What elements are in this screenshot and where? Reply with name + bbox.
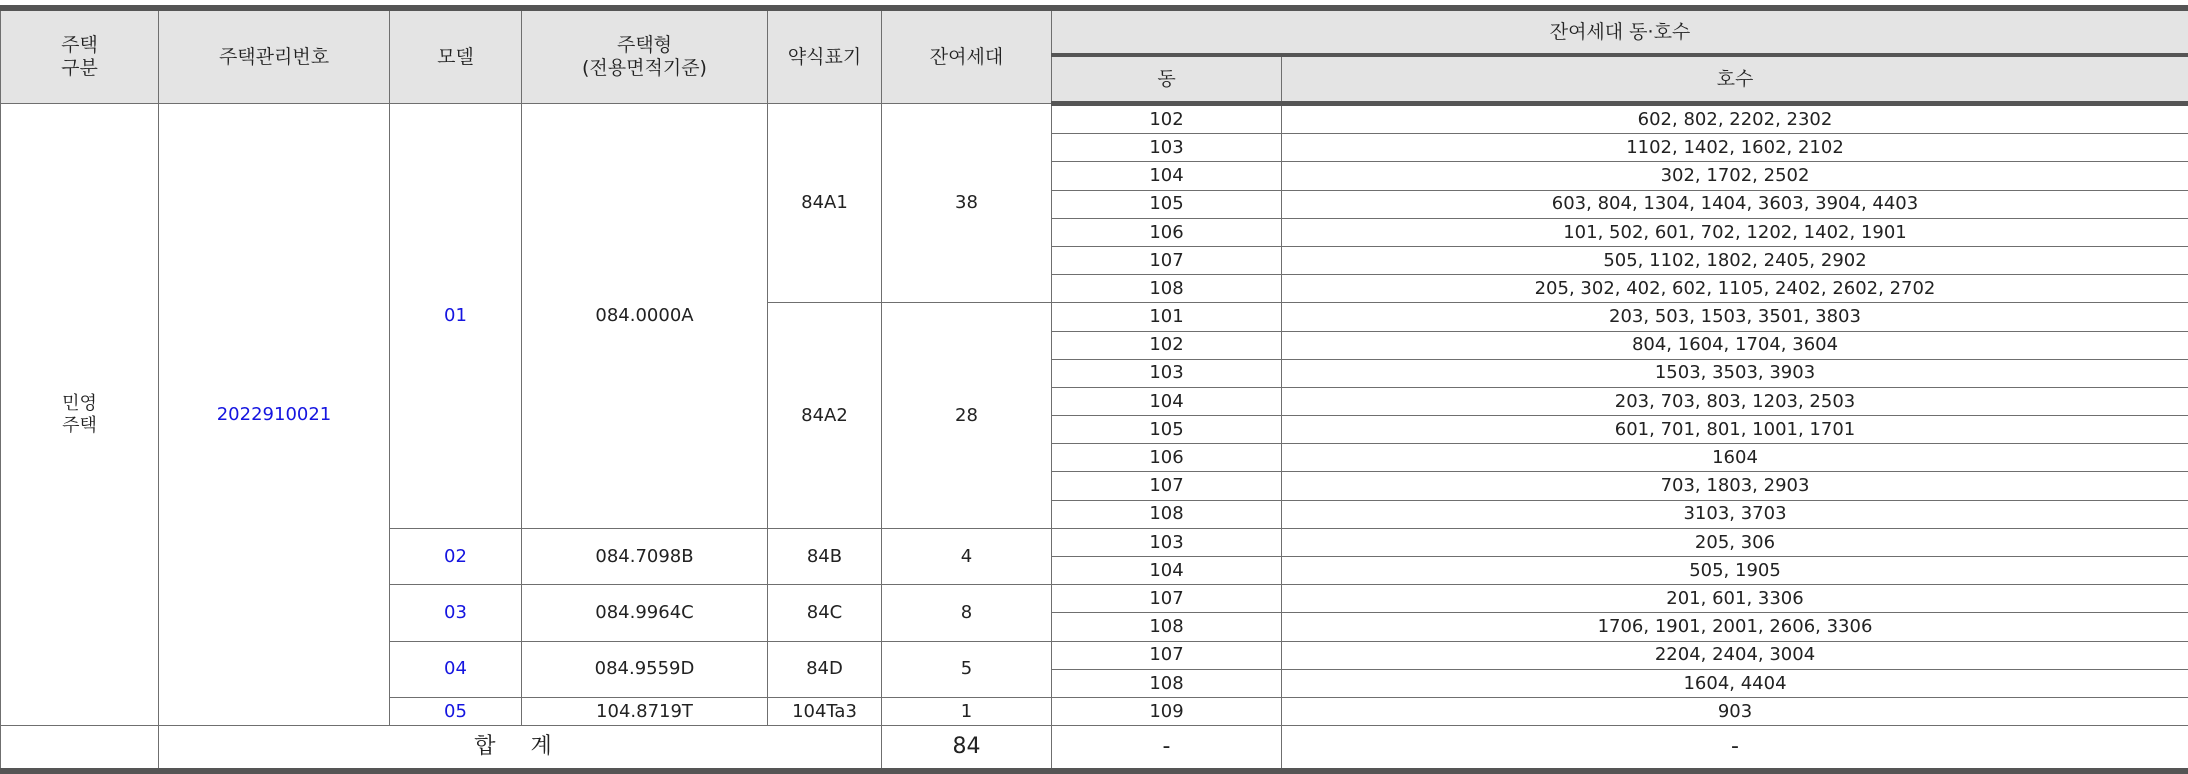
total-building: - <box>1052 726 1282 772</box>
total-remaining: 84 <box>882 726 1052 772</box>
units-cell: 1503, 3503, 3903 <box>1282 359 2188 387</box>
model-02-link[interactable]: 02 <box>390 528 522 584</box>
units-cell: 1604 <box>1282 444 2188 472</box>
building-cell: 103 <box>1052 134 1282 162</box>
abbr-84A2: 84A2 <box>768 303 882 529</box>
building-cell: 101 <box>1052 303 1282 331</box>
header-housing-type <box>522 8 768 104</box>
housing-type-01: 084.0000A <box>522 104 768 529</box>
total-label: 합 계 <box>159 726 882 772</box>
model-05-link[interactable]: 05 <box>390 697 522 725</box>
remaining-84C: 8 <box>882 585 1052 641</box>
units-cell: 602, 802, 2202, 2302 <box>1282 104 2188 134</box>
units-cell: 205, 302, 402, 602, 1105, 2402, 2602, 2702 <box>1282 275 2188 303</box>
header-abbreviation: 약식표기 <box>768 8 882 104</box>
building-cell: 105 <box>1052 190 1282 218</box>
building-cell: 107 <box>1052 585 1282 613</box>
building-cell: 102 <box>1052 104 1282 134</box>
housing-type-04: 084.9559D <box>522 641 768 697</box>
housing-category-line2: 주택 <box>62 415 97 436</box>
model-04-link[interactable]: 04 <box>390 641 522 697</box>
units-cell: 203, 503, 1503, 3501, 3803 <box>1282 303 2188 331</box>
total-category-spacer <box>1 726 159 772</box>
building-cell: 108 <box>1052 500 1282 528</box>
housing-type-03: 084.9964C <box>522 585 768 641</box>
building-cell: 108 <box>1052 669 1282 697</box>
abbr-84D: 84D <box>768 641 882 697</box>
building-cell: 104 <box>1052 387 1282 415</box>
header-housing-category <box>1 8 159 104</box>
units-cell: 603, 804, 1304, 1404, 3603, 3904, 4403 <box>1282 190 2188 218</box>
housing-type-02: 084.7098B <box>522 528 768 584</box>
units-cell: 1706, 1901, 2001, 2606, 3306 <box>1282 613 2188 641</box>
building-cell: 108 <box>1052 275 1282 303</box>
units-cell: 101, 502, 601, 702, 1202, 1402, 1901 <box>1282 218 2188 246</box>
building-cell: 106 <box>1052 444 1282 472</box>
mgmt-number-link[interactable]: 2022910021 <box>159 104 390 726</box>
building-cell: 103 <box>1052 528 1282 556</box>
total-row <box>1 726 2188 772</box>
housing-category-line1: 민영 <box>62 393 97 414</box>
building-cell: 107 <box>1052 472 1282 500</box>
header-housing-type-line2: (전용면적기준) <box>582 57 707 79</box>
units-cell: 3103, 3703 <box>1282 500 2188 528</box>
units-cell: 1604, 4404 <box>1282 669 2188 697</box>
building-cell: 103 <box>1052 359 1282 387</box>
header-housing-type-line1: 주택형 <box>617 34 672 56</box>
header-building: 동 <box>1052 55 1282 104</box>
model-03-link[interactable]: 03 <box>390 585 522 641</box>
remaining-84A1: 38 <box>882 104 1052 303</box>
header-housing-category-line1: 주택 <box>61 34 98 56</box>
header-remaining-units-group: 잔여세대 동·호수 <box>1052 8 2188 55</box>
building-cell: 109 <box>1052 697 1282 725</box>
units-cell: 505, 1905 <box>1282 557 2188 585</box>
remaining-84B: 4 <box>882 528 1052 584</box>
remaining-84D: 5 <box>882 641 1052 697</box>
remaining-84A2: 28 <box>882 303 1052 529</box>
units-cell: 203, 703, 803, 1203, 2503 <box>1282 387 2188 415</box>
units-cell: 903 <box>1282 697 2188 725</box>
abbr-84A1: 84A1 <box>768 104 882 303</box>
abbr-84B: 84B <box>768 528 882 584</box>
building-cell: 104 <box>1052 162 1282 190</box>
total-units: - <box>1282 726 2188 772</box>
units-cell: 2204, 2404, 3004 <box>1282 641 2188 669</box>
units-cell: 201, 601, 3306 <box>1282 585 2188 613</box>
building-cell: 105 <box>1052 416 1282 444</box>
building-cell: 107 <box>1052 246 1282 274</box>
units-cell: 804, 1604, 1704, 3604 <box>1282 331 2188 359</box>
header-mgmt-number: 주택관리번호 <box>159 8 390 104</box>
header-unit-numbers: 호수 <box>1282 55 2188 104</box>
remaining-104Ta3: 1 <box>882 697 1052 725</box>
building-cell: 102 <box>1052 331 1282 359</box>
units-cell: 505, 1102, 1802, 2405, 2902 <box>1282 246 2188 274</box>
building-cell: 108 <box>1052 613 1282 641</box>
header-model: 모델 <box>390 8 522 104</box>
remaining-units-table <box>0 5 2188 774</box>
header-remaining-count: 잔여세대 <box>882 8 1052 104</box>
housing-category-cell <box>1 104 159 726</box>
building-cell: 106 <box>1052 218 1282 246</box>
table-row <box>1 104 2188 134</box>
building-cell: 107 <box>1052 641 1282 669</box>
abbr-84C: 84C <box>768 585 882 641</box>
header-housing-category-line2: 구분 <box>61 57 98 79</box>
units-cell: 1102, 1402, 1602, 2102 <box>1282 134 2188 162</box>
building-cell: 104 <box>1052 557 1282 585</box>
units-cell: 703, 1803, 2903 <box>1282 472 2188 500</box>
model-01-link[interactable]: 01 <box>390 104 522 529</box>
units-cell: 601, 701, 801, 1001, 1701 <box>1282 416 2188 444</box>
units-cell: 205, 306 <box>1282 528 2188 556</box>
header-row <box>1 8 2188 55</box>
housing-type-05: 104.8719T <box>522 697 768 725</box>
units-cell: 302, 1702, 2502 <box>1282 162 2188 190</box>
abbr-104Ta3: 104Ta3 <box>768 697 882 725</box>
